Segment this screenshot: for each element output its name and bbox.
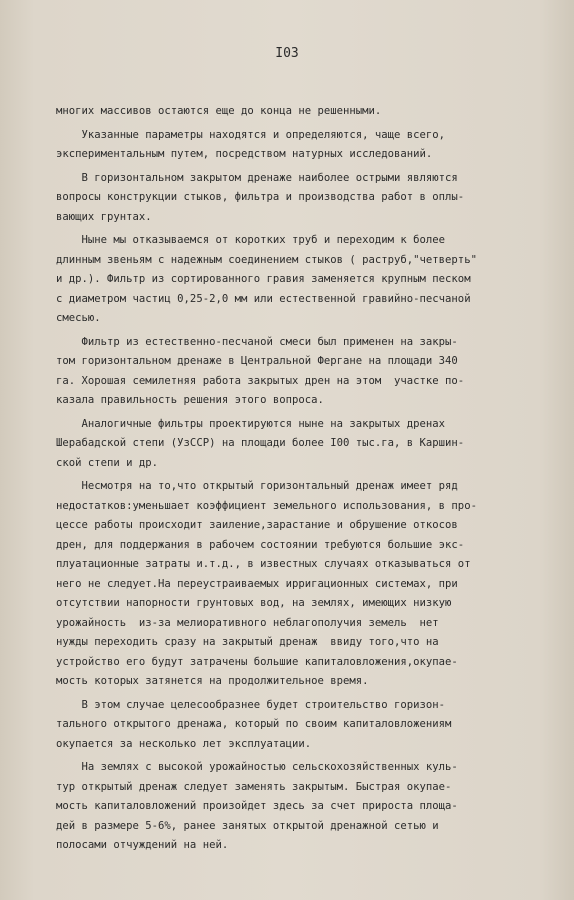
- text-line: Аналогичные фильтры проектируются ныне на закрытых дренах: [56, 417, 446, 430]
- text-line: дрен, для поддержания в рабочем состоянии требуются большие экс-: [56, 538, 465, 551]
- text-line: многих массивов остаются еще до конца не решенными.: [56, 105, 382, 117]
- text-line: экспериментальным путем, посредством натурных исследований.: [56, 148, 433, 160]
- text-line: него не следует.На переустраиваемых ирригационных системах, при: [56, 577, 458, 590]
- text-line: недостатков:уменьшает коэффициент земельного использования, в про-: [56, 499, 477, 512]
- paragraph: [56, 477, 536, 692]
- text-line: мость капиталовложений произойдет здесь за счет прироста площа-: [56, 800, 458, 812]
- text-line: тур открытый дренаж следует заменять закрытым. Быстрая окупае-: [56, 780, 452, 793]
- text-line: га. Хорошая семилетняя работа закрытых дрен на этом участке по-: [56, 374, 465, 387]
- text-line: и др.). Фильтр из сортированного гравия заменяется крупным песком: [56, 273, 471, 285]
- text-line: мость которых затянется на продолжительное время.: [56, 675, 369, 687]
- text-line: плуатационные затраты и.т.д., в известных случаях отказываться от: [56, 558, 471, 570]
- text-line: смесью.: [56, 312, 101, 324]
- text-line: дей в размере 5-6%, ранее занятых открытой дренажной сетью и: [56, 819, 439, 832]
- paragraph: [56, 102, 536, 122]
- text-line: цессе работы происходит заиление,зарастание и обрушение откосов: [56, 519, 458, 531]
- text-line: с диаметром частиц 0,25-2,0 мм или естественной гравийно-песчаной: [56, 292, 471, 305]
- text-line: казала правильность решения этого вопроса.: [56, 394, 324, 406]
- paragraph: [56, 333, 536, 411]
- text-line: нужды переходить сразу на закрытый дренаж ввиду того,что на: [56, 636, 439, 648]
- paragraph: [56, 415, 536, 474]
- text-line: вопросы конструкции стыков, фильтра и производства работ в оплы-: [56, 191, 465, 203]
- text-line: устройство его будут затрачены большие капиталовложения,окупае-: [56, 655, 458, 668]
- text-line: окупается за несколько лет эксплуатации.: [56, 737, 312, 750]
- text-line: На землях с высокой урожайностью сельскохозяйственных куль-: [56, 761, 458, 773]
- text-line: В горизонтальном закрытом дренаже наиболее острыми являются: [56, 171, 458, 184]
- paragraph: [56, 169, 536, 228]
- text-line: Фильтр из естественно-песчаной смеси был применен на закры-: [56, 335, 458, 348]
- text-line: Ныне мы отказываемся от коротких труб и переходим к более: [56, 234, 446, 246]
- paragraph: [56, 696, 536, 755]
- text-line: тального открытого дренажа, который по своим капиталовложениям: [56, 718, 452, 730]
- paragraph: [56, 231, 536, 329]
- text-line: Указанные параметры находятся и определяются, чаще всего,: [56, 128, 446, 141]
- text-line: Несмотря на то,что открытый горизонтальный дренаж имеет ряд: [56, 480, 458, 492]
- page-number: I03: [275, 46, 299, 61]
- text-line: том горизонтальном дренаже в Центральной Фергане на площади 340: [56, 355, 458, 367]
- text-line: отсутствии напорности грунтовых вод, на землях, имеющих низкую: [56, 597, 452, 609]
- text-line: вающих грунтах.: [56, 210, 152, 223]
- text-line: В этом случае целесообразнее будет строительство горизон-: [56, 698, 446, 711]
- paragraph: [56, 126, 536, 165]
- text-line: полосами отчуждений на ней.: [56, 839, 229, 851]
- paragraph: [56, 758, 536, 856]
- text-line: Шерабадской степи (УзССР) на площади более I00 тыс.га, в Каршин-: [56, 437, 465, 449]
- text-line: урожайность из-за мелиоративного неблагополучия земель нет: [56, 616, 439, 629]
- body-text: [56, 102, 536, 856]
- text-line: длинным звеньям с надежным соединением стыков ( раструб,"четверть": [56, 253, 477, 266]
- text-line: ской степи и др.: [56, 456, 159, 469]
